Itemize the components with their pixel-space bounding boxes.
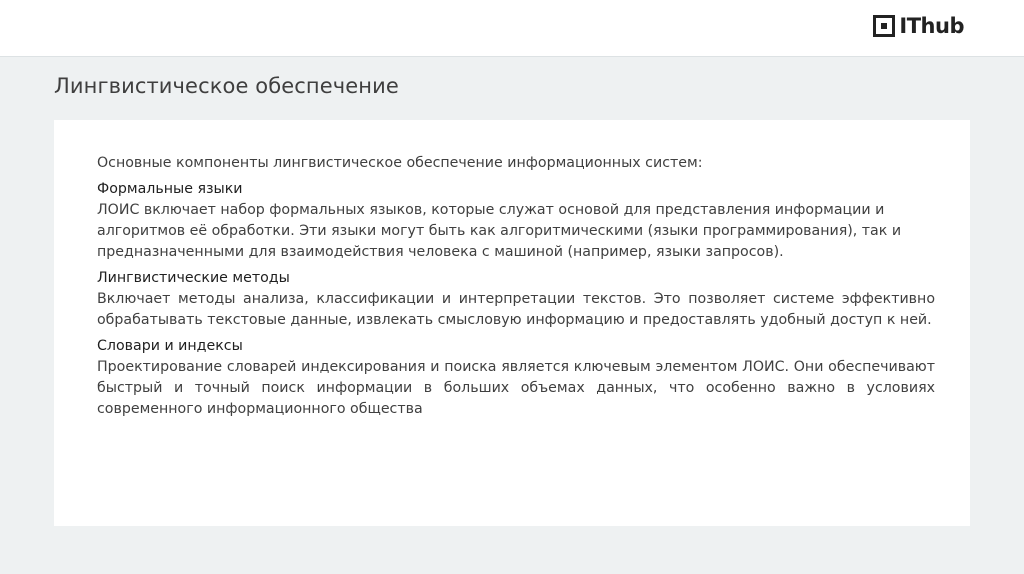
section-dictionaries-indexes <box>97 336 935 420</box>
content-card <box>54 120 970 526</box>
section-body: Включает методы анализа, классификации и интерпретации текстов. Это позволяет системе эффективно обрабатывать текстовые данные, извлекать смысловую информацию и предоставлять удобный доступ к ней. <box>97 291 935 328</box>
logo-text: IThub <box>899 14 964 38</box>
section-body: Проектирование словарей индексирования и поиска является ключевым элементом ЛОИС. Они обеспечивают быстрый и точный поиск информации в больших объемах данных, что особенно важно в условиях современного информационного общества <box>97 359 935 417</box>
section-title: Формальные языки <box>97 181 243 197</box>
section-title: Словари и индексы <box>97 338 243 354</box>
section-body: ЛОИС включает набор формальных языков, которые служат основой для представления информации и алгоритмов её обработки. Эти языки могут быть как алгоритмическими (языки программирования), так и предназначенными для взаимодействия человека с машиной (например, языки запросов). <box>97 202 902 260</box>
top-bar <box>0 0 1024 57</box>
page-title: Лингвистическое обеспечение <box>54 74 399 98</box>
section-linguistic-methods <box>97 268 935 331</box>
intro-text: Основные компоненты лингвистическое обеспечение информационных систем: <box>97 155 703 171</box>
square-frame-logo-icon <box>873 15 895 37</box>
section-formal-languages <box>97 179 935 263</box>
content-text <box>97 153 935 425</box>
ithub-logo[interactable] <box>873 14 964 38</box>
section-title: Лингвистические методы <box>97 270 290 286</box>
